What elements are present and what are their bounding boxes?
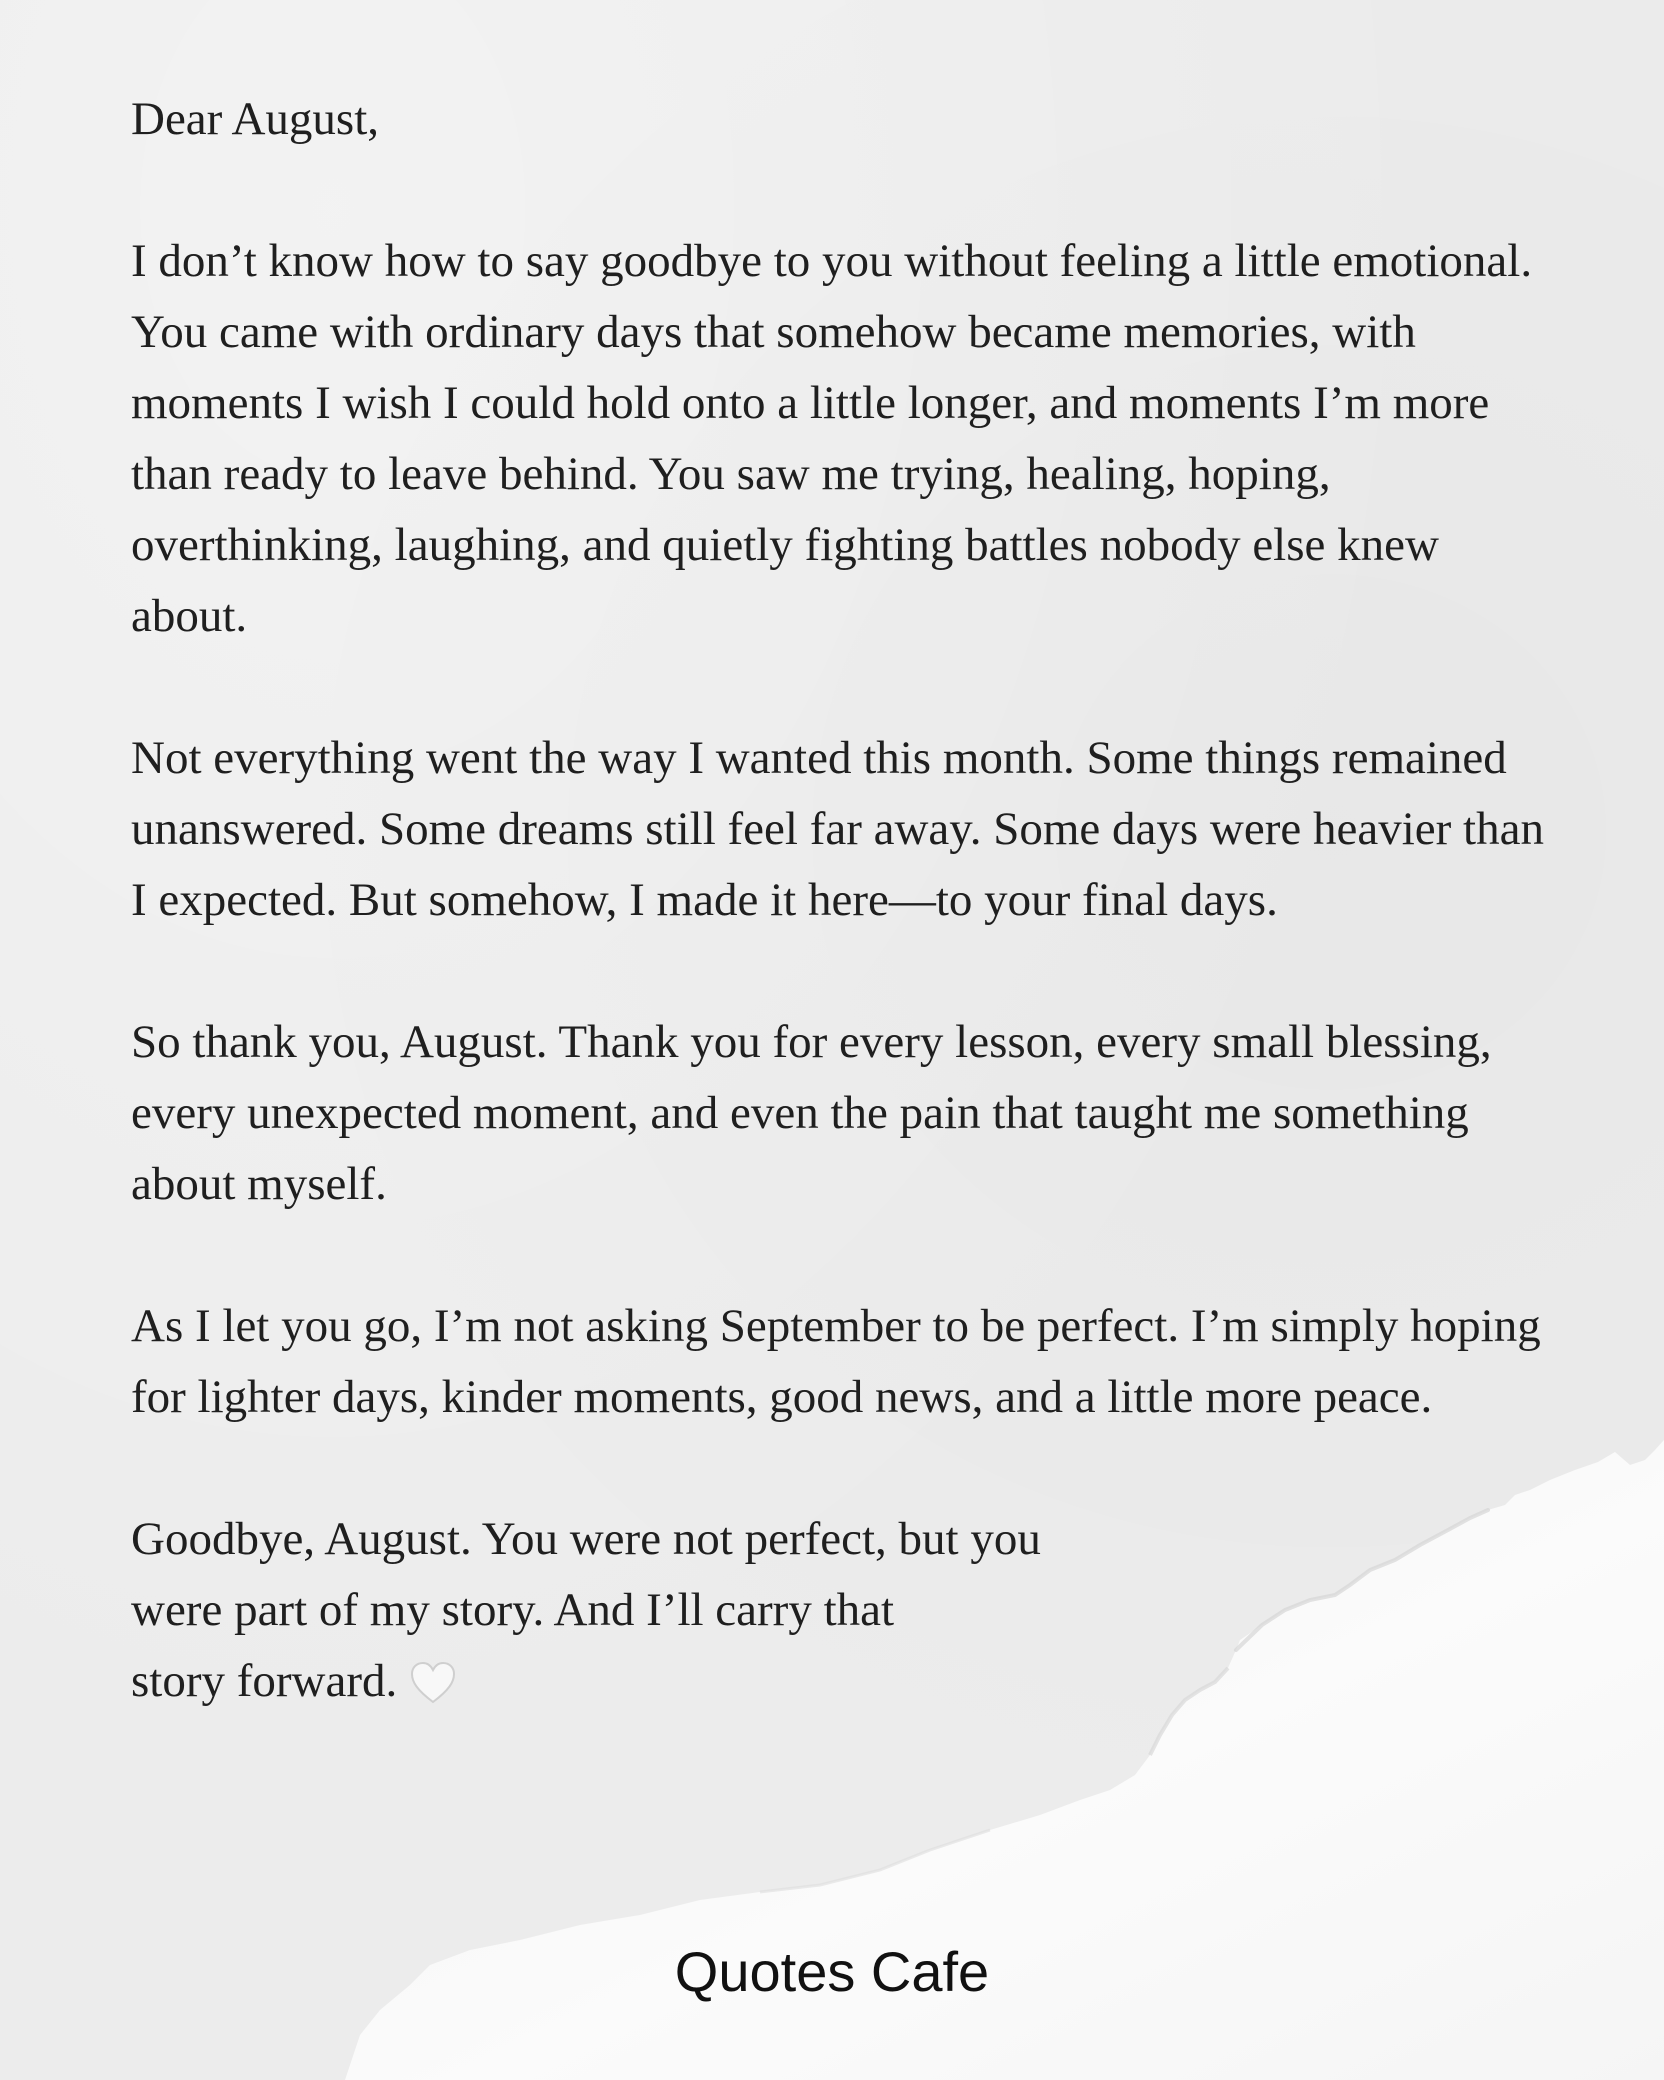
brand-name: Quotes Cafe xyxy=(674,1940,990,2003)
letter-paragraph: As I let you go, I’m not asking September to be perfect. I’m simply hoping for lighter days, kinder moments, good news, and a little more peace. xyxy=(131,1300,1541,1423)
closing-line: were part of my story. And I’ll carry that xyxy=(131,1584,895,1636)
closing-line: story forward. xyxy=(131,1655,398,1707)
letter-closing xyxy=(131,1504,1151,1717)
closing-line: Goodbye, August. You were not perfect, but you xyxy=(131,1513,1041,1565)
letter-body xyxy=(131,84,1551,1717)
letter-paragraph: I don’t know how to say goodbye to you without feeling a little emotional. You came with ordinary days that somehow became memories, with moments I wish I could hold onto a little longer, and moments I’m more than ready to leave behind. You saw me trying, healing, hoping, overthinking, laughing, and quietly fighting battles nobody else knew about. xyxy=(131,235,1533,642)
letter-greeting: Dear August, xyxy=(131,93,380,145)
letter-paragraph: So thank you, August. Thank you for every lesson, every small blessing, every unexpected moment, and even the pain that taught me something about myself. xyxy=(131,1016,1492,1210)
white-heart-icon xyxy=(409,1656,457,1702)
letter-paragraph: Not everything went the way I wanted this month. Some things remained unanswered. Some dreams still feel far away. Some days were heavier than I expected. But somehow, I made it here—to your final days. xyxy=(131,732,1544,926)
